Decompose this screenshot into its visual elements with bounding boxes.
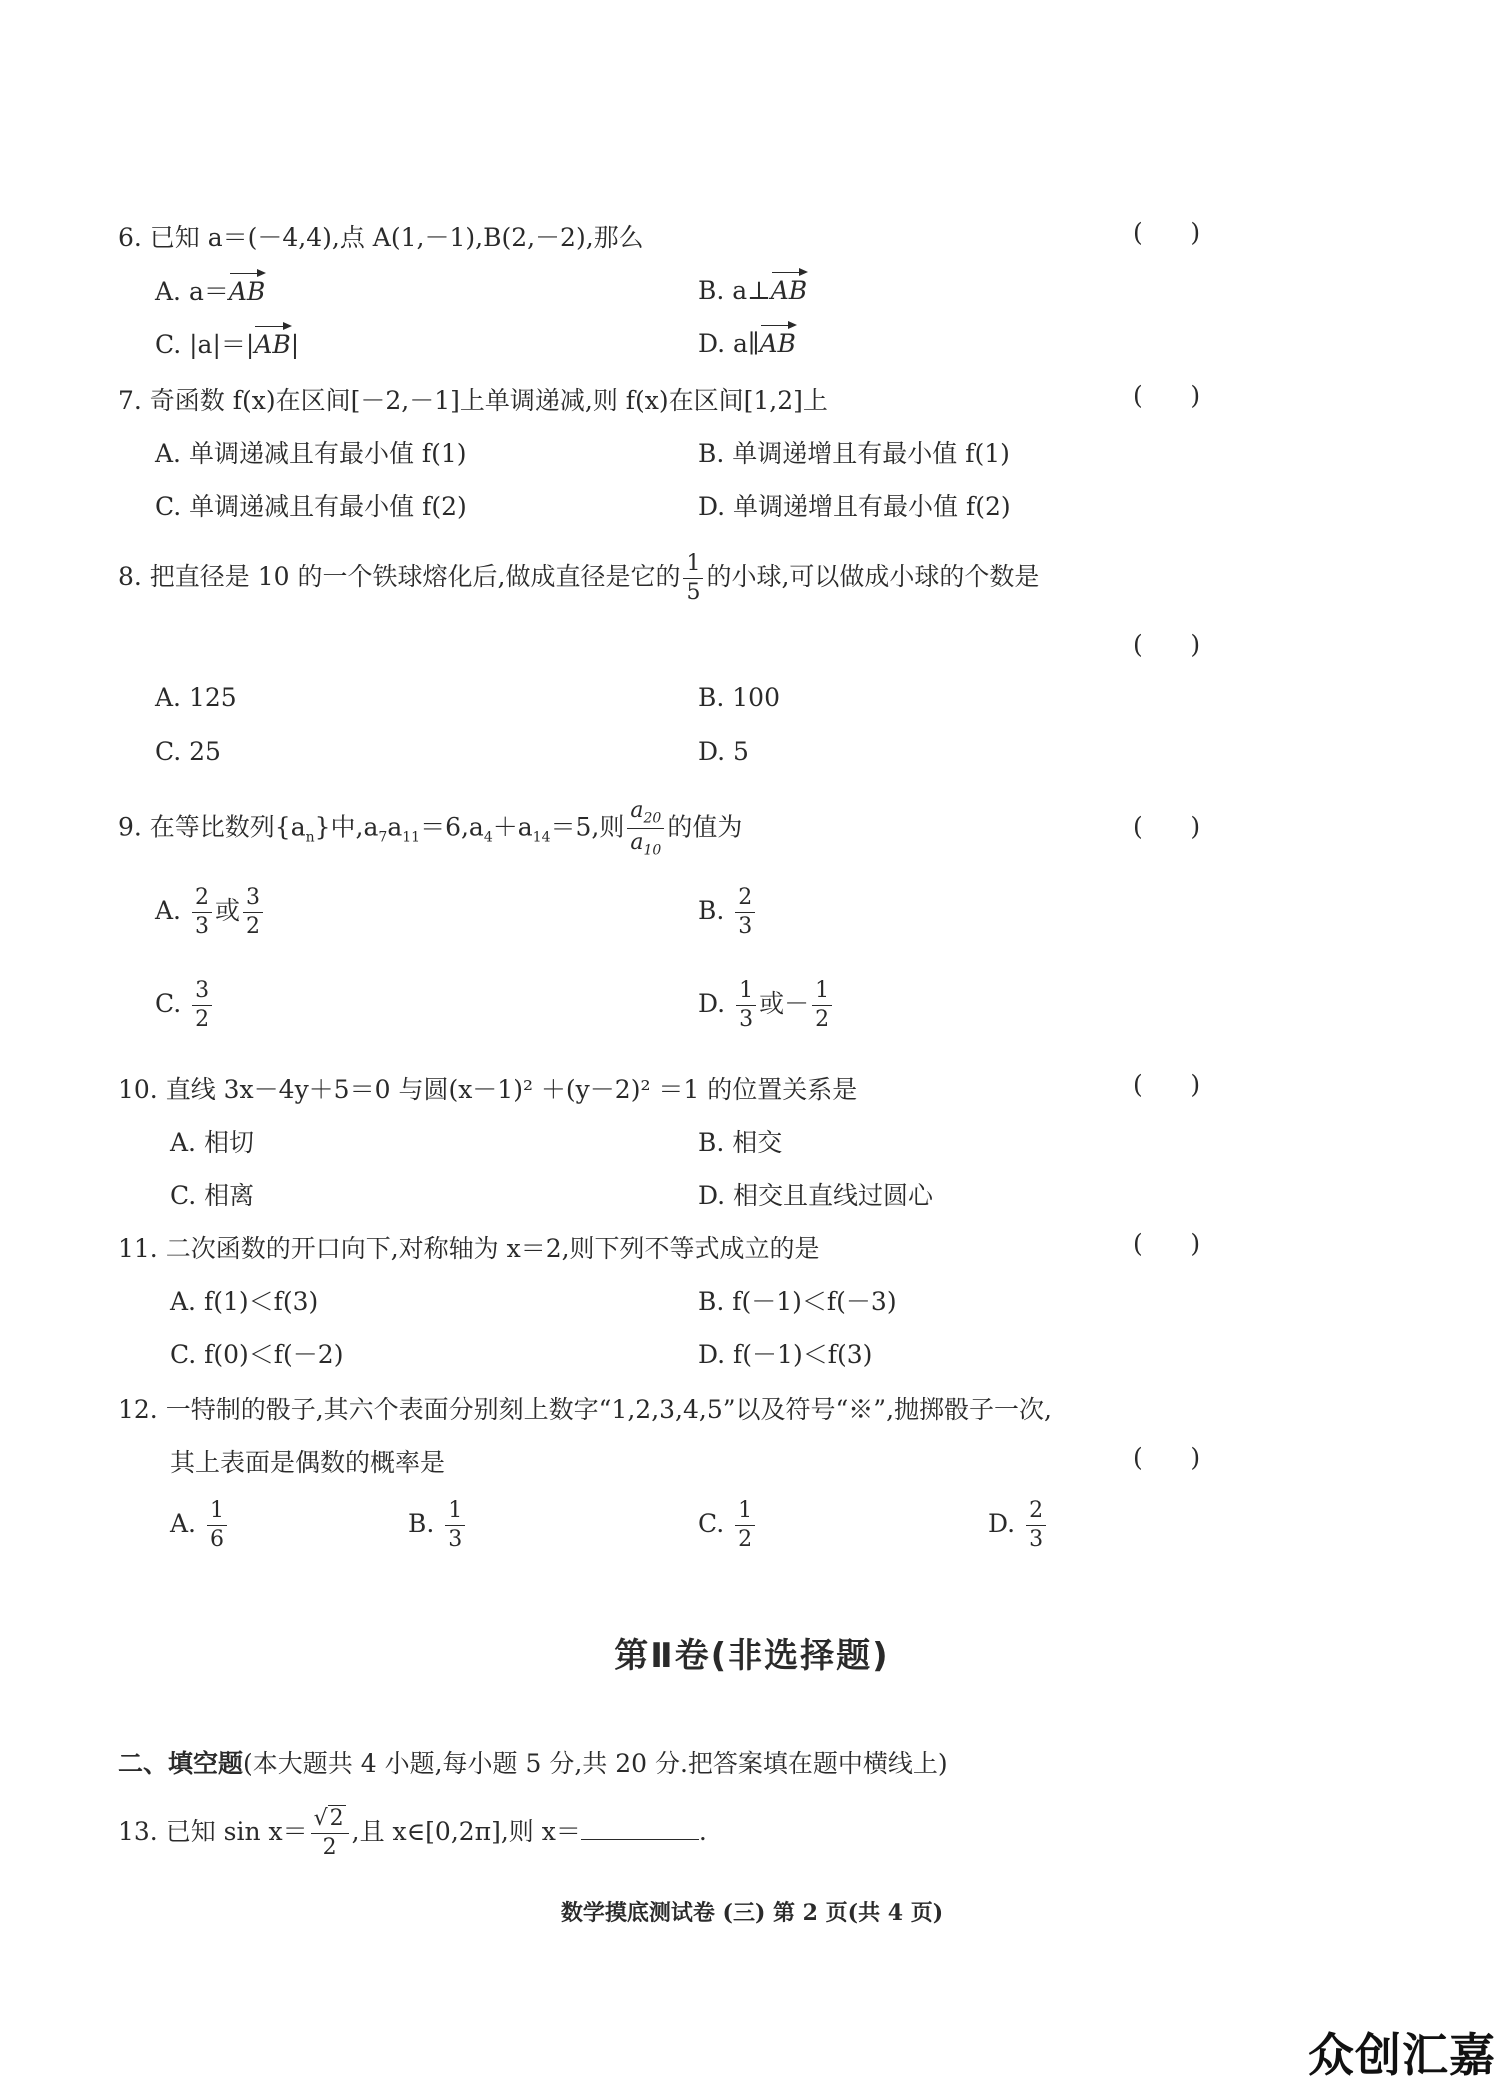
q6-stem: 6. 已知 a＝(－4,4),点 A(1,－1),B(2,－2),那么	[118, 223, 644, 252]
q12-option-c: C. $\frac{1}{2}$	[698, 1500, 758, 1551]
q8-stem: 8. 把直径是 10 的一个铁球熔化后,做成直径是它的 $\frac{1}{5}$ 的小球,可以做成小球的个数是	[118, 551, 1040, 605]
vector-ab: AB	[254, 326, 290, 359]
q6-option-c: C. |a|＝|AB|	[155, 325, 299, 361]
q11-stem: 11. 二次函数的开口向下,对称轴为 x＝2,则下列不等式成立的是	[118, 1234, 820, 1263]
q12-option-b: B. $\frac{1}{3}$	[408, 1500, 468, 1551]
fraction: $\frac{1}{5}$	[683, 553, 703, 604]
fraction: $\frac{1}{2}$	[735, 1500, 755, 1551]
q6-option-b: B. a⊥AB	[698, 272, 807, 305]
watermark-logo: 众创汇嘉	[1308, 2028, 1496, 2082]
q7-stem: 7. 奇函数 f(x)在区间[－2,－1]上单调递减,则 f(x)在区间[1,2]上	[118, 386, 828, 415]
part2-heading-line	[118, 1744, 948, 1780]
fraction: $\frac{1}{6}$	[207, 1500, 227, 1551]
q12-answer-paren: ( )	[1133, 1443, 1201, 1472]
q12-option-d: D. $\frac{2}{3}$	[988, 1500, 1049, 1551]
fraction: $\frac{√2}{2}$	[311, 1808, 349, 1859]
page-footer: 数学摸底测试卷 (三) 第 2 页(共 4 页)	[560, 1900, 944, 1926]
q9-option-d: D. $\frac{1}{3}$ 或－ $\frac{1}{2}$	[698, 980, 835, 1031]
sqrt-sign: √2	[313, 1806, 344, 1831]
section-title: 第Ⅱ卷(非选择题)	[614, 1636, 890, 1676]
fraction: $\frac{1}{3}$	[736, 980, 756, 1031]
q9-answer-paren: ( )	[1133, 812, 1201, 841]
vector-ab: AB	[760, 325, 796, 358]
q12-stem-line1: 12. 一特制的骰子,其六个表面分别刻上数字“1,2,3,4,5”以及符号“※”,抛掷骰子一次,	[118, 1395, 1052, 1424]
q10-stem: 10. 直线 3x－4y＋5＝0 与圆(x－1)² ＋(y－2)² ＝1 的位置关系是	[118, 1075, 858, 1104]
fraction: $\frac{2}{3}$	[192, 887, 212, 938]
q10-option-c: C. 相离	[170, 1181, 255, 1210]
q9-stem: 9. 在等比数列$\{a_n\}$中$,a_7a_{11}=6,a_4+a_{14}=5$,则 $\frac{a_{20}}{a_{10}}$ 的值为	[118, 798, 743, 859]
q10-answer-paren: ( )	[1133, 1070, 1201, 1099]
q11-answer-paren: ( )	[1133, 1229, 1201, 1258]
fraction: $\frac{a_{20}}{a_{10}}$	[627, 800, 664, 858]
fraction: $\frac{2}{3}$	[735, 887, 755, 938]
q11-option-d: D. f(－1)＜f(3)	[698, 1340, 873, 1369]
q6-answer-paren: ( )	[1133, 218, 1201, 247]
q9-option-c: C. $\frac{3}{2}$	[155, 980, 215, 1031]
q8-option-a: A. 125	[155, 683, 237, 712]
q8-answer-paren: ( )	[1133, 630, 1201, 659]
q8-option-b: B. 100	[698, 683, 780, 712]
q7-answer-paren: ( )	[1133, 381, 1201, 410]
part2-note: (本大题共 4 小题,每小题 5 分,共 20 分.把答案填在题中横线上)	[243, 1749, 948, 1778]
q8-option-c: C. 25	[155, 737, 221, 766]
fraction: $\frac{1}{3}$	[445, 1500, 465, 1551]
vector-ab: AB	[771, 272, 807, 305]
q12-option-a: A. $\frac{1}{6}$	[170, 1500, 230, 1551]
q7-option-c: C. 单调递减且有最小值 f(2)	[155, 492, 467, 521]
q11-option-b: B. f(－1)＜f(－3)	[698, 1287, 897, 1316]
answer-blank[interactable]	[581, 1817, 699, 1840]
vector-ab: AB	[229, 273, 265, 306]
q9-option-a: A. $\frac{2}{3}$ 或 $\frac{3}{2}$	[155, 887, 266, 938]
q8-option-d: D. 5	[698, 737, 749, 766]
q10-option-d: D. 相交且直线过圆心	[698, 1181, 934, 1210]
q7-option-d: D. 单调递增且有最小值 f(2)	[698, 492, 1011, 521]
q6-option-a: A. a＝AB	[155, 272, 265, 308]
q9-option-b: B. $\frac{2}{3}$	[698, 887, 758, 938]
part2-heading: 二、填空题	[118, 1749, 244, 1778]
q10-option-a: A. 相切	[170, 1128, 254, 1157]
q11-option-c: C. f(0)＜f(－2)	[170, 1340, 344, 1369]
q13-stem: 13. 已知 sin x＝ $\frac{√2}{2}$ ,且 x∈[0,2π],则 x＝ .	[118, 1806, 707, 1860]
q11-option-a: A. f(1)＜f(3)	[170, 1287, 319, 1316]
fraction: $\frac{3}{2}$	[192, 980, 212, 1031]
fraction: $\frac{3}{2}$	[243, 887, 263, 938]
q10-option-b: B. 相交	[698, 1128, 783, 1157]
q6-option-d: D. a∥AB	[698, 325, 796, 358]
fraction: $\frac{1}{2}$	[812, 980, 832, 1031]
q7-option-a: A. 单调递减且有最小值 f(1)	[155, 439, 467, 468]
fraction: $\frac{2}{3}$	[1026, 1500, 1046, 1551]
q12-stem-line2: 其上表面是偶数的概率是	[170, 1448, 446, 1477]
q7-option-b: B. 单调递增且有最小值 f(1)	[698, 439, 1010, 468]
